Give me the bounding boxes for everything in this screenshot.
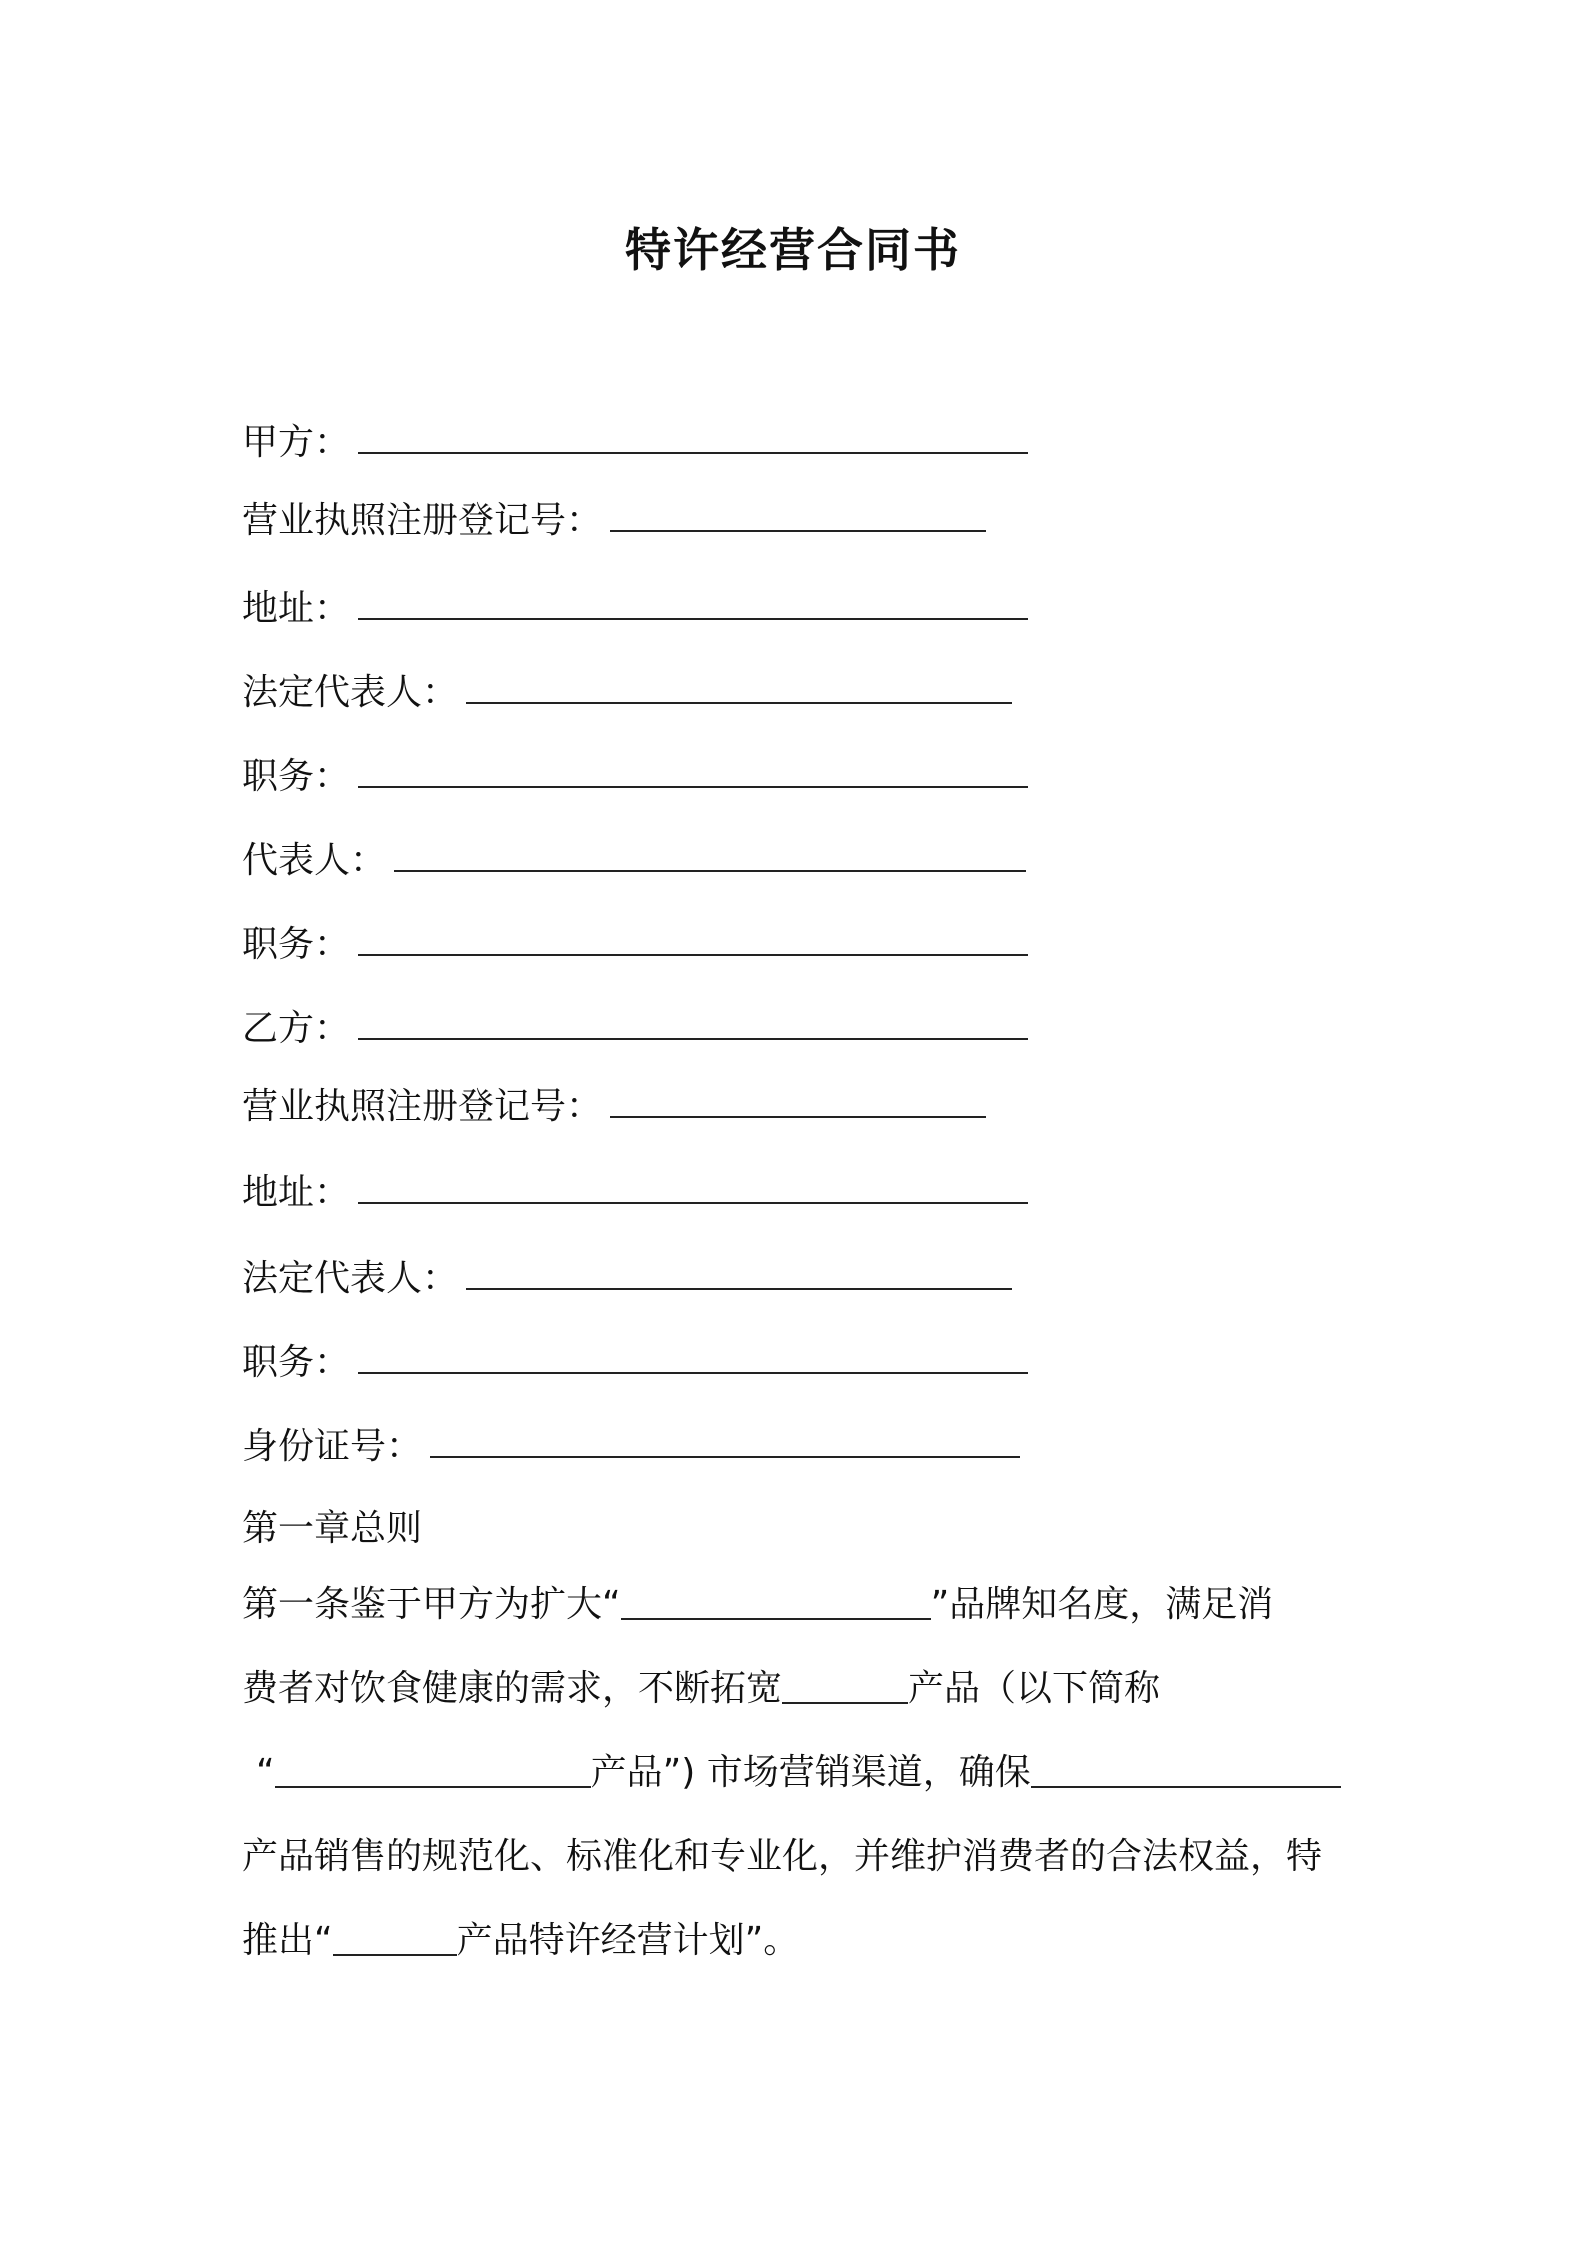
- product-blank[interactable]: [782, 1670, 908, 1704]
- party-a-legal-rep-label: 法定代表人：: [242, 672, 459, 713]
- product-short-name-blank[interactable]: [275, 1754, 591, 1788]
- party-b-name-label: 乙方：: [242, 1008, 351, 1049]
- article-1-line-5-text-a: 推出“: [242, 1920, 333, 1961]
- party-b-license-label: 营业执照注册登记号：: [242, 1086, 603, 1127]
- party-a-position2-field: [242, 916, 1028, 966]
- party-a-position2-blank[interactable]: [358, 920, 1028, 956]
- party-b-id-label: 身份证号：: [242, 1426, 423, 1467]
- article-1-line-3-text-a: “: [256, 1752, 275, 1793]
- party-b-license-field: [242, 1078, 986, 1128]
- article-1-line-2: [242, 1647, 1362, 1731]
- article-1-line-3-text-b: 产品”) 市场营销渠道，确保: [590, 1752, 1031, 1793]
- party-b-address-field: [242, 1164, 1028, 1214]
- party-a-position-blank[interactable]: [358, 752, 1028, 788]
- article-1-line-1-text-a: 第一条鉴于甲方为扩大“: [242, 1584, 621, 1625]
- party-b-name-blank[interactable]: [358, 1004, 1028, 1040]
- chapter-heading: 第一章总则: [242, 1508, 423, 1549]
- franchise-plan-product-blank[interactable]: [333, 1922, 457, 1956]
- article-1-line-5-text-b: 产品特许经营计划”。: [456, 1920, 800, 1961]
- article-1-line-2-text-a: 费者对饮食健康的需求，不断拓宽: [242, 1668, 783, 1709]
- article-1: [242, 1563, 1362, 1983]
- party-a-representative-field: [242, 832, 1026, 882]
- party-a-legal-rep-blank[interactable]: [466, 668, 1012, 704]
- party-b-position-blank[interactable]: [358, 1338, 1028, 1374]
- party-b-address-label: 地址：: [242, 1172, 351, 1213]
- party-a-address-field: [242, 580, 1028, 630]
- party-a-address-blank[interactable]: [358, 584, 1028, 620]
- party-a-legal-rep-field: [242, 664, 1012, 714]
- party-a-representative-label: 代表人：: [242, 840, 387, 881]
- party-a-position2-label: 职务：: [242, 924, 351, 965]
- party-a-address-label: 地址：: [242, 588, 351, 629]
- party-b-id-blank[interactable]: [430, 1422, 1020, 1458]
- article-1-line-3: [242, 1731, 1362, 1815]
- party-a-name-label: 甲方：: [242, 422, 351, 463]
- party-b-address-blank[interactable]: [358, 1168, 1028, 1204]
- party-a-name-blank[interactable]: [358, 418, 1028, 454]
- article-1-line-4: 产品销售的规范化、标准化和专业化，并维护消费者的合法权益，特: [242, 1836, 1323, 1877]
- party-a-license-label: 营业执照注册登记号：: [242, 500, 603, 541]
- party-a-position-field: [242, 748, 1028, 798]
- party-a-name-field: [242, 414, 1028, 464]
- product-name-blank[interactable]: [1031, 1754, 1341, 1788]
- article-1-line-1: [242, 1563, 1362, 1647]
- party-b-legal-rep-field: [242, 1250, 1012, 1300]
- brand-name-blank[interactable]: [621, 1586, 931, 1620]
- party-a-position-label: 职务：: [242, 756, 351, 797]
- party-b-id-field: [242, 1418, 1020, 1468]
- party-b-legal-rep-label: 法定代表人：: [242, 1258, 459, 1299]
- party-a-license-field: [242, 492, 986, 542]
- party-a-license-blank[interactable]: [610, 496, 986, 532]
- party-b-position-field: [242, 1334, 1028, 1384]
- article-1-line-2-text-b: 产品（以下简称: [908, 1668, 1161, 1709]
- article-1-line-1-text-b: ”品牌知名度，满足消: [930, 1584, 1274, 1625]
- document-title: 特许经营合同书: [625, 223, 961, 277]
- party-b-license-blank[interactable]: [610, 1082, 986, 1118]
- party-a-representative-blank[interactable]: [394, 836, 1026, 872]
- party-b-name-field: [242, 1000, 1028, 1050]
- party-b-position-label: 职务：: [242, 1342, 351, 1383]
- article-1-line-5: [242, 1899, 1362, 1983]
- party-b-legal-rep-blank[interactable]: [466, 1254, 1012, 1290]
